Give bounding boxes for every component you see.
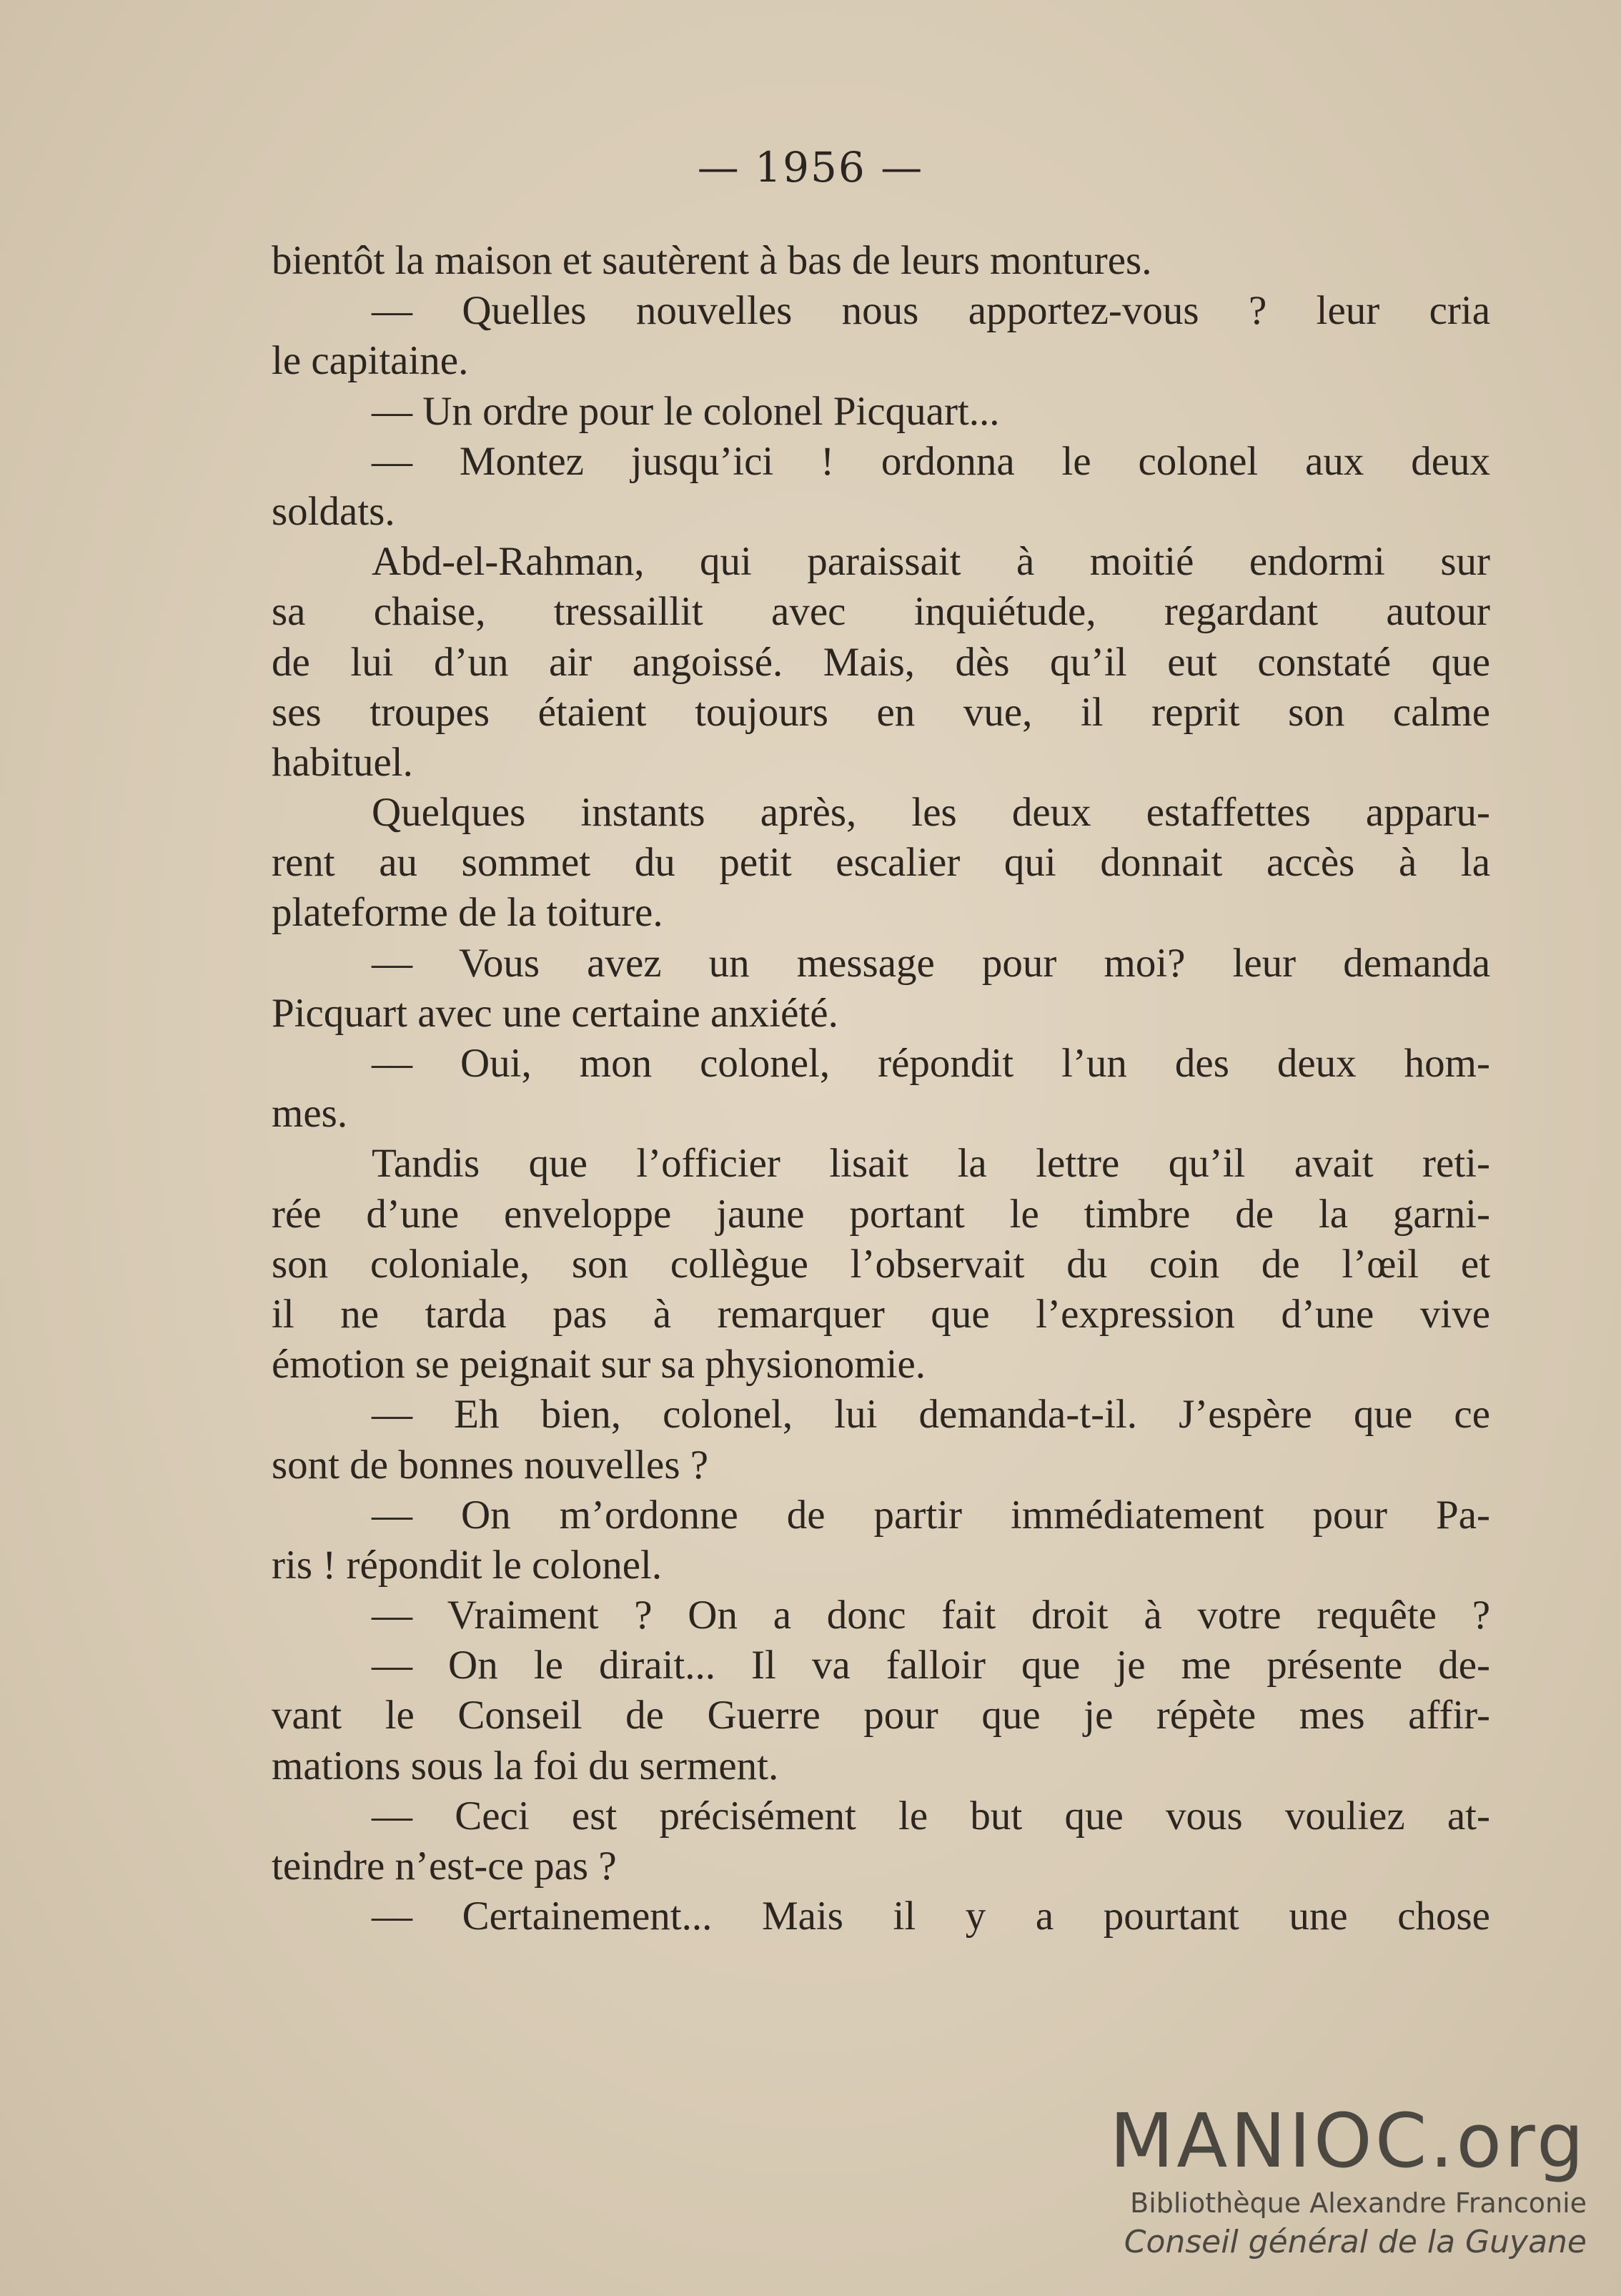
text-line: — Oui, mon colonel, répondit l’un des deux hom- [372,1041,1490,1086]
watermark-library: Bibliothèque Alexandre Franconie [1130,2187,1587,2219]
text-line: — Vous avez un message pour moi? leur demanda [372,940,1490,986]
text-line: — Quelles nouvelles nous apportez-vous ? leur cria [372,288,1490,334]
text-line: Quelques instants après, les deux estaffettes apparu- [372,790,1490,836]
text-line: Picquart avec une certaine anxiété. [272,990,838,1036]
text-line: — Certainement... Mais il y a pourtant une chose [372,1894,1490,1939]
text-line: ses troupes étaient toujours en vue, il reprit son calme [272,689,1490,735]
text-line: soldats. [272,488,395,534]
text-line: vant le Conseil de Guerre pour que je répète mes affir- [272,1693,1490,1738]
text-line: rée d’une enveloppe jaune portant le timbre de la garni- [272,1191,1490,1237]
text-line: Tandis que l’officier lisait la lettre qu’il avait reti- [372,1141,1490,1187]
body-text [272,236,1490,1941]
text-line: — Montez jusqu’ici ! ordonna le colonel aux deux [372,438,1490,484]
text-line: émotion se peignait sur sa physionomie. [272,1342,926,1387]
text-line: sont de bonnes nouvelles ? [272,1442,709,1488]
manioc-logo: MANIOC.org [1109,2097,1587,2184]
text-line: mations sous la foi du serment. [272,1743,779,1788]
text-line: — On le dirait... Il va falloir que je me présente de- [372,1643,1490,1688]
text-line: — Un ordre pour le colonel Picquart... [372,388,1000,434]
text-line: — Vraiment ? On a donc fait droit à votre requête ? [372,1593,1490,1638]
text-line: plateforme de la toiture. [272,890,663,936]
manioc-watermark [1086,2097,1587,2263]
text-line: teindre n’est-ce pas ? [272,1844,617,1889]
watermark-council: Conseil général de la Guyane [1124,2224,1587,2260]
text-line: le capitaine. [272,338,469,384]
text-line: Abd-el-Rahman, qui paraissait à moitié endormi sur [372,539,1490,585]
text-line: bientôt la maison et sautèrent à bas de leurs montures. [272,238,1152,283]
text-line: ris ! répondit le colonel. [272,1542,663,1588]
text-line: — Ceci est précisément le but que vous vouliez at- [372,1793,1490,1839]
text-line: sa chaise, tressaillit avec inquiétude, regardant autour [272,589,1490,635]
text-line: — On m’ordonne de partir immédiatement pour Pa- [372,1492,1490,1538]
page-number: — 1956 — [697,143,924,192]
text-line: — Eh bien, colonel, lui demanda-t-il. J’espère que ce [372,1392,1490,1438]
text-line: rent au sommet du petit escalier qui donnait accès à la [272,840,1490,886]
text-line: mes. [272,1091,348,1137]
text-line: habituel. [272,739,413,785]
text-line: il ne tarda pas à remarquer que l’expression d’une vive [272,1291,1490,1337]
text-line: son coloniale, son collègue l’observait du coin de l’œil et [272,1241,1490,1287]
text-line: de lui d’un air angoissé. Mais, dès qu’il eut constaté que [272,639,1490,685]
